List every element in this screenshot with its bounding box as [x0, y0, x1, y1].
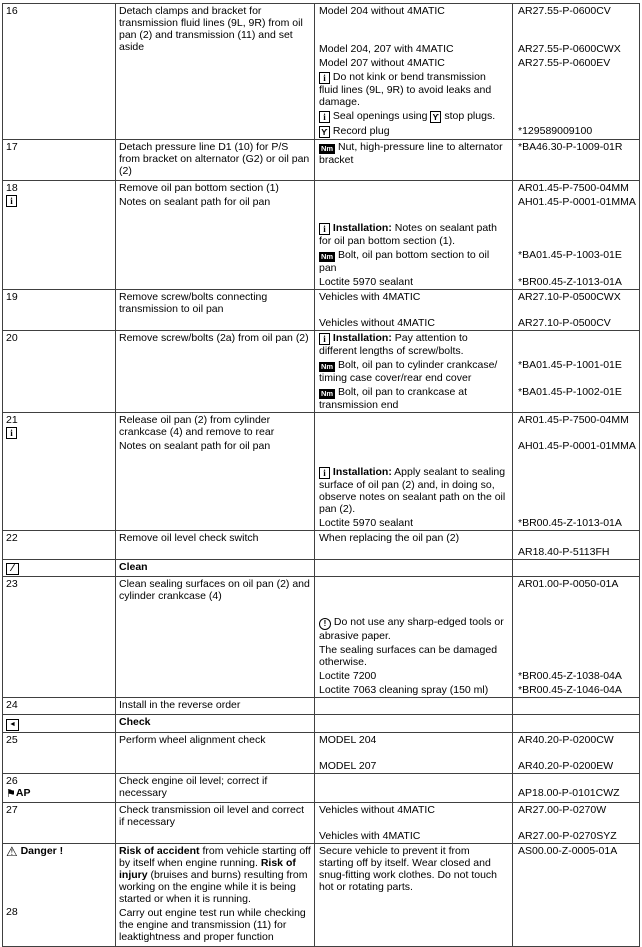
document-code: AR01.45-P-7500-04MM [518, 182, 629, 194]
document-code: AR40.20-P-0200EW [518, 760, 614, 772]
table-row [3, 331, 639, 413]
description-paragraph: Risk of accident from vehicle starting off by itself when engine running. Risk of injury (bruises and burns) resulting from working on the engine while it is being started or when it is running. [119, 845, 311, 905]
condition-note: Vehicles with 4MATIC [319, 291, 421, 303]
clean-icon: ∕ [6, 563, 19, 575]
description-cell [116, 803, 315, 843]
plug-icon: Ƴ [430, 111, 441, 123]
step-line: 24 [6, 699, 18, 711]
step-number-cell [3, 715, 116, 732]
document-code [512, 331, 639, 358]
conditions-and-codes-cell [315, 733, 639, 773]
conditions-and-codes-cell [315, 844, 639, 946]
info-icon: i [319, 111, 330, 123]
condition-code-pair [315, 109, 639, 124]
condition-code-pair [315, 140, 639, 167]
document-code: AR18.40-P-5113FH [518, 546, 610, 558]
step-line [6, 561, 112, 575]
condition-note: Secure vehicle to prevent it from starting off by itself. Wear closed and snug-fitting work clothes. Do not touch hot or rotating parts. [319, 845, 498, 893]
section-header-row [3, 715, 639, 733]
conditions-and-codes-cell [315, 715, 639, 732]
nm-icon: Nm [321, 252, 334, 261]
condition-note [315, 439, 512, 453]
condition-code-pair [315, 275, 639, 289]
step-line: 28 [6, 906, 18, 918]
condition-code-pair [315, 385, 639, 412]
condition-note: Loctite 7200 [319, 670, 377, 682]
description-paragraph: Notes on sealant path for oil pan [119, 440, 271, 452]
description-paragraph: Check transmission oil level and correct if necessary [119, 804, 304, 828]
table-row [3, 4, 639, 140]
conditions-and-codes-cell [315, 290, 639, 330]
step-number-cell [3, 531, 116, 559]
document-code: AH01.45-P-0001-01MMA [518, 196, 636, 208]
document-code: *BA01.45-P-1003-01E [518, 249, 622, 261]
condition-code-pair [315, 803, 639, 817]
step-number-cell [3, 181, 116, 289]
description-cell [116, 140, 315, 180]
document-code: *BR00.45-Z-1013-01A [518, 276, 622, 288]
step-number-cell [3, 733, 116, 773]
step-line: 17 [6, 141, 18, 153]
conditions-and-codes-cell [315, 4, 639, 139]
step-line: 27 [6, 804, 18, 816]
description-cell [116, 331, 315, 412]
condition-code-pair [315, 774, 639, 786]
step-line: 18 [6, 182, 18, 194]
condition-code-pair [315, 331, 639, 358]
document-code: *BA01.45-P-1002-01E [518, 386, 622, 398]
description-paragraph: Remove oil pan bottom section (1) [119, 182, 279, 194]
description-paragraph: Carry out engine test run while checking the engine and transmission (11) for leaktightness and proper function [119, 907, 306, 943]
condition-code-pair [315, 829, 639, 843]
condition-code-pair [315, 759, 639, 773]
description-cell [116, 413, 315, 530]
document-code [512, 70, 639, 109]
step-number-cell [3, 803, 116, 843]
step-line: 26 [6, 775, 18, 787]
condition-code-pair [315, 516, 639, 530]
bold-text: Danger ! [17, 845, 64, 857]
document-code: AR27.55-P-0600EV [518, 57, 611, 69]
bold-text: Risk of injury [119, 857, 296, 881]
step-line [6, 845, 112, 858]
step-number-cell [3, 698, 116, 714]
condition-code-pair [315, 70, 639, 109]
description-paragraph: Remove oil level check switch [119, 532, 259, 544]
condition-note: ! Do not use any sharp-edged tools or abrasive paper. [319, 616, 504, 642]
step-line: 16 [6, 5, 18, 17]
document-code: AR27.10-P-0500CWX [518, 291, 621, 303]
step-number-cell [3, 290, 116, 330]
document-code [512, 643, 639, 669]
condition-code-pair [315, 615, 639, 643]
condition-note [315, 786, 512, 800]
condition-note [315, 545, 512, 559]
condition-code-pair [315, 290, 639, 304]
description-cell [116, 290, 315, 330]
nm-icon: Nm [321, 389, 334, 398]
condition-note: Nm Nut, high-pressure line to alternator bracket [319, 141, 503, 166]
table-row [3, 531, 639, 560]
step-number-cell [3, 331, 116, 412]
document-code: AR01.00-P-0050-01A [518, 578, 619, 590]
conditions-and-codes-cell [315, 140, 639, 180]
bold-text: Risk of accident [119, 845, 200, 857]
condition-code-pair [315, 4, 639, 18]
condition-code-pair [315, 844, 639, 894]
bold-text: Installation: [330, 332, 392, 344]
document-code: *BR00.45-Z-1013-01A [518, 517, 622, 529]
description-paragraph: Remove screw/bolts connecting transmission to oil pan [119, 291, 268, 315]
step-line: 25 [6, 734, 18, 746]
description-paragraph: Release oil pan (2) from cylinder crankcase (4) and remove to rear [119, 414, 275, 438]
description-cell [116, 733, 315, 773]
condition-code-pair [315, 56, 639, 70]
conditions-and-codes-cell [315, 413, 639, 530]
condition-code-pair [315, 643, 639, 669]
document-code: AR01.45-P-7500-04MM [518, 414, 629, 426]
document-code [512, 465, 639, 516]
condition-code-pair [315, 465, 639, 516]
description-cell [116, 4, 315, 139]
description-cell [116, 560, 315, 576]
document-code: AR27.55-P-0600CV [518, 5, 611, 17]
condition-code-pair [315, 124, 639, 139]
conditions-and-codes-cell [315, 331, 639, 412]
info-icon: i [319, 223, 330, 235]
description-paragraph [119, 716, 311, 728]
condition-code-pair [315, 545, 639, 559]
table-row [3, 290, 639, 331]
condition-note: When replacing the oil pan (2) [319, 532, 460, 544]
info-icon: i [319, 72, 330, 84]
document-code: AR27.00-P-0270W [518, 804, 607, 816]
condition-code-pair [315, 577, 639, 591]
check-icon: ◄ [6, 719, 19, 731]
document-code: AP18.00-P-0101CWZ [518, 787, 620, 799]
condition-note [315, 181, 512, 195]
condition-note: i Seal openings using Ƴ stop plugs. [315, 109, 512, 124]
step-line [6, 716, 112, 731]
step-line: 19 [6, 291, 18, 303]
info-icon: i [319, 333, 330, 345]
condition-code-pair [315, 439, 639, 453]
table-row [3, 844, 639, 946]
step-line: 20 [6, 332, 18, 344]
table-row [3, 577, 639, 698]
condition-code-pair [315, 248, 639, 275]
condition-code-pair [315, 181, 639, 195]
info-icon: i [6, 195, 17, 207]
conditions-and-codes-cell [315, 577, 639, 697]
condition-note: Nm Bolt, oil pan to crankcase at transmission end [319, 386, 467, 411]
conditions-and-codes-cell [315, 774, 639, 802]
conditions-and-codes-cell [315, 531, 639, 559]
table-row [3, 698, 639, 715]
step-number-cell [3, 140, 116, 180]
description-cell [116, 715, 315, 732]
condition-code-pair [315, 683, 639, 697]
description-paragraph [119, 561, 311, 573]
document-code: AR27.10-P-0500CV [518, 317, 611, 329]
description-paragraph: Notes on sealant path for oil pan [119, 196, 271, 208]
nm-icon: Nm [321, 144, 334, 153]
table-row [3, 803, 639, 844]
condition-code-pair [315, 531, 639, 545]
document-code [512, 774, 639, 786]
table-row [3, 181, 639, 290]
condition-note: MODEL 207 [319, 760, 377, 772]
nm-icon: Nm [321, 362, 334, 371]
step-number-cell [3, 413, 116, 530]
condition-note [315, 577, 512, 591]
description-cell [116, 774, 315, 802]
description-paragraph: Remove screw/bolts (2a) from oil pan (2) [119, 332, 309, 344]
step-line [6, 426, 112, 439]
info-icon: i [6, 427, 17, 439]
document-code: *BR00.45-Z-1038-04A [518, 670, 622, 682]
condition-note: Model 207 without 4MATIC [319, 57, 445, 69]
document-code: *BA46.30-P-1009-01R [518, 141, 623, 153]
description-paragraph: Detach pressure line D1 (10) for P/S from bracket on alternator (G2) or oil pan (2) [119, 141, 310, 177]
bold-text: Check [119, 716, 151, 728]
step-number-cell [3, 577, 116, 697]
table-row [3, 733, 639, 774]
condition-note [315, 774, 512, 786]
plug-icon: Ƴ [319, 126, 330, 138]
bold-text: AP [15, 787, 31, 799]
description-paragraph: Check engine oil level; correct if necessary [119, 775, 268, 799]
condition-note: i Installation: Apply sealant to sealing surface of oil pan (2) and, in doing so, observe notes on sealant path on the oil pan (2). [319, 466, 506, 515]
document-code [512, 615, 639, 643]
condition-note: Vehicles with 4MATIC [319, 830, 421, 842]
condition-note: i Do not kink or bend transmission fluid lines (9L, 9R) to avoid leaks and damage. [319, 71, 492, 108]
table-row [3, 774, 639, 803]
condition-note [315, 413, 512, 427]
condition-note: Vehicles without 4MATIC [319, 317, 435, 329]
description-paragraph: Clean sealing surfaces on oil pan (2) and cylinder crankcase (4) [119, 578, 310, 602]
description-cell [116, 531, 315, 559]
table-row [3, 413, 639, 531]
condition-note: Model 204 without 4MATIC [319, 5, 445, 17]
step-line [6, 787, 112, 799]
document-code: AR40.20-P-0200CW [518, 734, 614, 746]
condition-note: Nm Bolt, oil pan to cylinder crankcase/ timing case cover/rear end cover [319, 359, 498, 384]
bold-text: Installation: [330, 466, 392, 478]
description-paragraph: Perform wheel alignment check [119, 734, 266, 746]
bold-text: Clean [119, 561, 148, 573]
description-cell [116, 844, 315, 946]
bold-text: Installation: [330, 222, 392, 234]
info-icon: i [319, 467, 330, 479]
condition-code-pair [315, 786, 639, 800]
document-code: *BA01.45-P-1001-01E [518, 359, 622, 371]
condition-note: MODEL 204 [319, 734, 377, 746]
step-number-cell [3, 774, 116, 802]
step-line: 21 [6, 414, 18, 426]
condition-code-pair [315, 413, 639, 427]
conditions-and-codes-cell [315, 698, 639, 714]
condition-code-pair [315, 195, 639, 209]
conditions-and-codes-cell [315, 560, 639, 576]
danger-icon: ⚠ [6, 844, 18, 859]
document-code: AR27.00-P-0270SYZ [518, 830, 617, 842]
document-code: AS00.00-Z-0005-01A [518, 845, 618, 857]
condition-code-pair [315, 358, 639, 385]
step-number-cell [3, 4, 116, 139]
conditions-and-codes-cell [315, 803, 639, 843]
description-paragraph: Install in the reverse order [119, 699, 241, 711]
condition-code-pair [315, 733, 639, 747]
procedure-table [2, 3, 640, 947]
document-code: AH01.45-P-0001-01MMA [518, 440, 636, 452]
description-cell [116, 577, 315, 697]
document-code [512, 531, 639, 545]
document-code: *BR00.45-Z-1046-04A [518, 684, 622, 696]
description-cell [116, 181, 315, 289]
condition-note: i Installation: Pay attention to different lengths of screw/bolts. [319, 332, 468, 357]
condition-code-pair [315, 221, 639, 248]
document-code: AR27.55-P-0600CWX [518, 43, 621, 55]
condition-note: Vehicles without 4MATIC [319, 804, 435, 816]
condition-note: Loctite 5970 sealant [319, 517, 413, 529]
step-number-cell [3, 844, 116, 946]
condition-note [315, 195, 512, 209]
condition-note: i Installation: Notes on sealant path for oil pan bottom section (1). [319, 222, 497, 247]
condition-note: Nm Bolt, oil pan bottom section to oil pan [319, 249, 490, 274]
description-paragraph: Detach clamps and bracket for transmission fluid lines (9L, 9R) from oil pan (2) and transmission (11) and set aside [119, 5, 303, 53]
condition-code-pair [315, 316, 639, 330]
step-line [6, 194, 112, 207]
table-row [3, 140, 639, 181]
condition-note: Loctite 7063 cleaning spray (150 ml) [319, 684, 489, 696]
document-code [512, 221, 639, 248]
description-cell [116, 698, 315, 714]
condition-note: Model 204, 207 with 4MATIC [319, 43, 454, 55]
flag-icon: ⚑ [6, 788, 16, 800]
document-code: *129589009100 [518, 125, 593, 137]
condition-note: Ƴ Record plug [315, 124, 512, 139]
condition-code-pair [315, 42, 639, 56]
caution-icon: ! [319, 618, 331, 630]
section-header-row [3, 560, 639, 577]
step-line: 23 [6, 578, 18, 590]
condition-note: Loctite 5970 sealant [319, 276, 413, 288]
condition-note: The sealing surfaces can be damaged otherwise. [319, 644, 498, 668]
step-line: 22 [6, 532, 18, 544]
conditions-and-codes-cell [315, 181, 639, 289]
condition-code-pair [315, 669, 639, 683]
step-number-cell [3, 560, 116, 576]
document-code [512, 109, 639, 124]
